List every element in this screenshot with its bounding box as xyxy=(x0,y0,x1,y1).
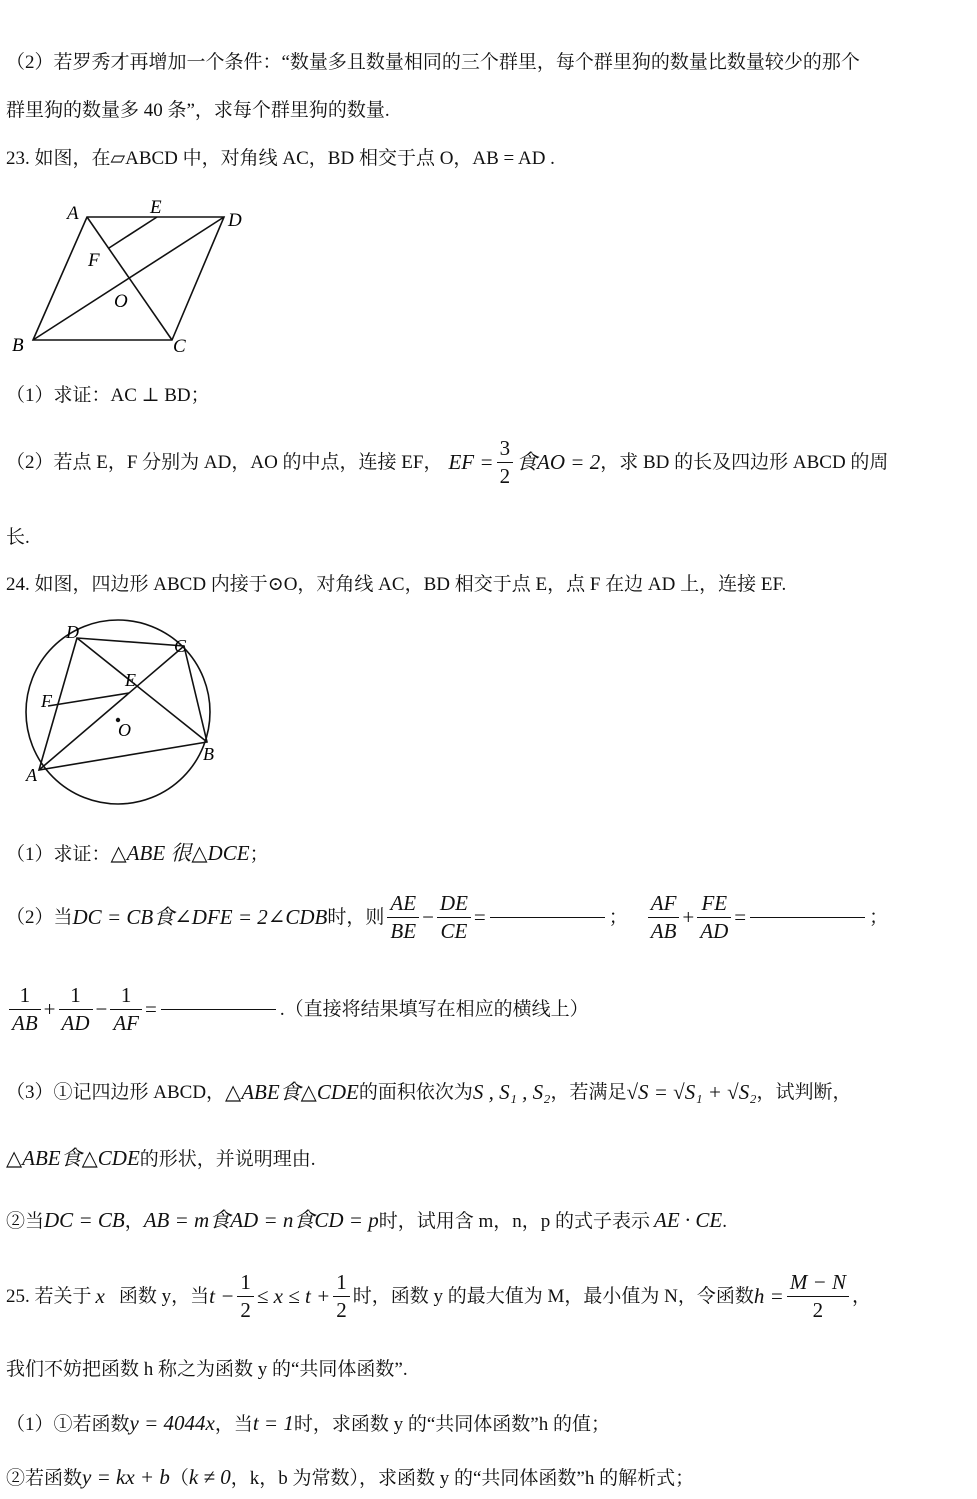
q25-cond-t1: t − xyxy=(209,1284,235,1308)
q24-part1 xyxy=(6,843,269,864)
q24-sep-2: ； xyxy=(869,907,889,928)
q25-part2-mid: （ xyxy=(169,1468,189,1489)
q23-label-c: C xyxy=(173,336,186,357)
q25-mid1: 函数 y，当 xyxy=(118,1286,210,1307)
q24-part2-line2: $\frac{1}{AB}$ + $\frac{1}{AD}$ − $\frac{1}{AF}$ = .（直接将结果填写在相应的横线上） xyxy=(6,985,589,1034)
q23-part2-cont: 长. xyxy=(6,527,30,548)
q23-part2-suffix: ，求 BD 的长及四边形 ABCD 的周 xyxy=(600,452,889,473)
q23-label-f: F xyxy=(88,250,100,271)
q24-part3-prefix: （3）①记四边形 ABCD， xyxy=(6,1082,226,1103)
q25-stem-line1 xyxy=(6,1272,871,1321)
q25-part2-k: k ≠ 0 xyxy=(188,1465,231,1489)
q24-label-o: O xyxy=(118,720,131,740)
q25-part1 xyxy=(6,1413,610,1434)
q23-part1: （1）求证：AC ⊥ BD； xyxy=(6,385,210,406)
q23-stem: 23. 如图，在▱ABCD 中，对角线 AC，BD 相交于点 O，AB = AD . xyxy=(6,148,555,169)
q25-part2 xyxy=(6,1467,694,1488)
q24-part2-prefix: （2）当 xyxy=(6,907,73,928)
q24-answer-blank-2[interactable] xyxy=(750,917,865,918)
q24-part3-equation: √S = √S₁ + √S₂ xyxy=(626,1080,757,1104)
q24-part2-tail: .（直接将结果填写在相应的横线上） xyxy=(279,999,589,1020)
q25-part2-suffix: ，k，b 为常数），求函数 y 的“共同体函数”h 的解析式； xyxy=(230,1468,695,1489)
q23-parallelogram-figure xyxy=(5,195,255,360)
q25-part1-prefix: （1）①若函数 xyxy=(6,1414,130,1435)
q23-fraction-3-2: $\frac{3}{2}$ xyxy=(497,438,514,487)
q25-half-1: $\frac{1}{2}$ xyxy=(237,1272,254,1321)
q25-part2-function: y = kx + b xyxy=(82,1465,170,1489)
q24-frac-1-af: $\frac{1}{AF}$ xyxy=(110,985,142,1034)
q25-part1-function: y = 4044x xyxy=(129,1411,215,1435)
q24-part3b-mid: 时，试用含 m，n，p 的式子表示 xyxy=(378,1211,650,1232)
q22-part2-line2: 群里狗的数量多 40 条”，求每个群里狗的数量. xyxy=(6,100,390,121)
q24-part2-mid: 时，则 xyxy=(327,907,385,928)
q25-part2-prefix: ②若函数 xyxy=(6,1468,83,1489)
q24-label-a: A xyxy=(26,765,37,785)
q25-comma: ， xyxy=(851,1286,871,1307)
q23-label-b: B xyxy=(12,335,24,356)
q25-x: x xyxy=(95,1284,105,1308)
q24-part3-line2-text: 的形状，并说明理由. xyxy=(139,1149,316,1170)
q24-frac-fe-ad: $\frac{FE}{AD}$ xyxy=(697,893,731,942)
q24-frac-de-ce: $\frac{DE}{CE}$ xyxy=(437,893,471,942)
q25-part1-suffix: 时，求函数 y 的“共同体函数”h 的值； xyxy=(293,1414,610,1435)
q23-part2-ef: EF = xyxy=(448,450,494,474)
q24-part3b-end: . xyxy=(722,1211,727,1232)
q23-label-e: E xyxy=(150,197,162,218)
q23-part2-prefix: （2）若点 E，F 分别为 AD，AO 的中点，连接 EF， xyxy=(6,452,443,473)
q24-part3b-lengths: AB = m食AD = n食CD = p xyxy=(143,1208,379,1232)
q24-circle-figure xyxy=(8,618,238,818)
q24-part3b-prefix: ②当 xyxy=(6,1211,45,1232)
q24-part2-line1: （2）当 DC = CB食∠DFE = 2∠CDB 时，则 $\frac{AE}{BE}$ − $\frac{DE}{CE}$ = ； $\frac{AF}{AB}$ + $\frac{FE}{AD}$ = ； xyxy=(6,891,889,943)
q25-h-eq: h = xyxy=(753,1284,784,1308)
q22-part2-line1: （2）若罗秀才再增加一个条件：“数量多且数量相同的三个群里，每个群里狗的数量比数量较少的那个 xyxy=(6,52,860,73)
q24-part3b-dc-cb: DC = CB xyxy=(44,1208,125,1232)
q24-part3b-sep: ， xyxy=(124,1211,144,1232)
q25-h-frac: $\frac{M - N}{2}$ xyxy=(787,1272,849,1321)
q25-prefix: 25. 若关于 xyxy=(6,1286,92,1307)
q24-part3-line1 xyxy=(6,1082,852,1103)
q24-part3-line2-math: △ABE食△CDE xyxy=(6,1146,140,1170)
q24-part3-line2 xyxy=(6,1148,316,1169)
q24-label-e: E xyxy=(125,670,136,690)
q24-label-c: C xyxy=(174,636,187,656)
q24-frac-ae-be: $\frac{AE}{BE}$ xyxy=(387,893,419,942)
q23-part2 xyxy=(6,438,888,487)
q24-frac-af-ab: $\frac{AF}{AB}$ xyxy=(648,893,680,942)
q23-part2-ao: 食AO = 2 xyxy=(516,450,601,474)
q24-part1-prefix: （1）求证： xyxy=(6,844,111,865)
q24-answer-blank-3[interactable] xyxy=(161,1009,276,1010)
q24-part2-condition: DC = CB食∠DFE = 2∠CDB xyxy=(72,905,328,929)
q25-part1-t: t = 1 xyxy=(252,1411,294,1435)
q24-frac-1-ad: $\frac{1}{AD}$ xyxy=(59,985,93,1034)
q24-part3-mid2: ，若满足 xyxy=(550,1082,627,1103)
q25-mid2: 时，函数 y 的最大值为 M，最小值为 N，令函数 xyxy=(352,1286,754,1307)
q23-label-a: A xyxy=(67,203,79,224)
q24-part3-mid: 的面积依次为 xyxy=(358,1082,473,1103)
q24-label-d: D xyxy=(66,622,79,642)
q24-frac-1-ab: $\frac{1}{AB}$ xyxy=(9,985,41,1034)
q24-answer-blank-1[interactable] xyxy=(490,917,605,918)
q24-sep-1: ； xyxy=(608,907,628,928)
q25-cond-mid: ≤ x ≤ t + xyxy=(256,1284,331,1308)
q24-label-f: F xyxy=(41,691,52,711)
q24-part1-suffix: ； xyxy=(249,844,269,865)
q24-part3-triangles: △ABE食△CDE xyxy=(225,1080,359,1104)
q25-half-2: $\frac{1}{2}$ xyxy=(333,1272,350,1321)
q24-part3-suffix: ，试判断， xyxy=(756,1082,852,1103)
q24-label-b: B xyxy=(203,744,214,764)
q24-stem: 24. 如图，四边形 ABCD 内接于⊙O，对角线 AC，BD 相交于点 E，点 F 在边 AD 上，连接 EF. xyxy=(6,574,787,595)
q23-label-o: O xyxy=(114,291,128,312)
q24-part3b-product: AE · CE xyxy=(654,1208,723,1232)
q25-stem-line2: 我们不妨把函数 h 称之为函数 y 的“共同体函数”. xyxy=(6,1359,408,1380)
q24-part1-math: △ABE 很△DCE xyxy=(110,841,250,865)
q23-label-d: D xyxy=(228,210,242,231)
q25-part1-mid: ，当 xyxy=(214,1414,253,1435)
q24-part3-vars: S , S₁ , S₂ xyxy=(472,1080,551,1104)
q24-part3b xyxy=(6,1210,727,1231)
